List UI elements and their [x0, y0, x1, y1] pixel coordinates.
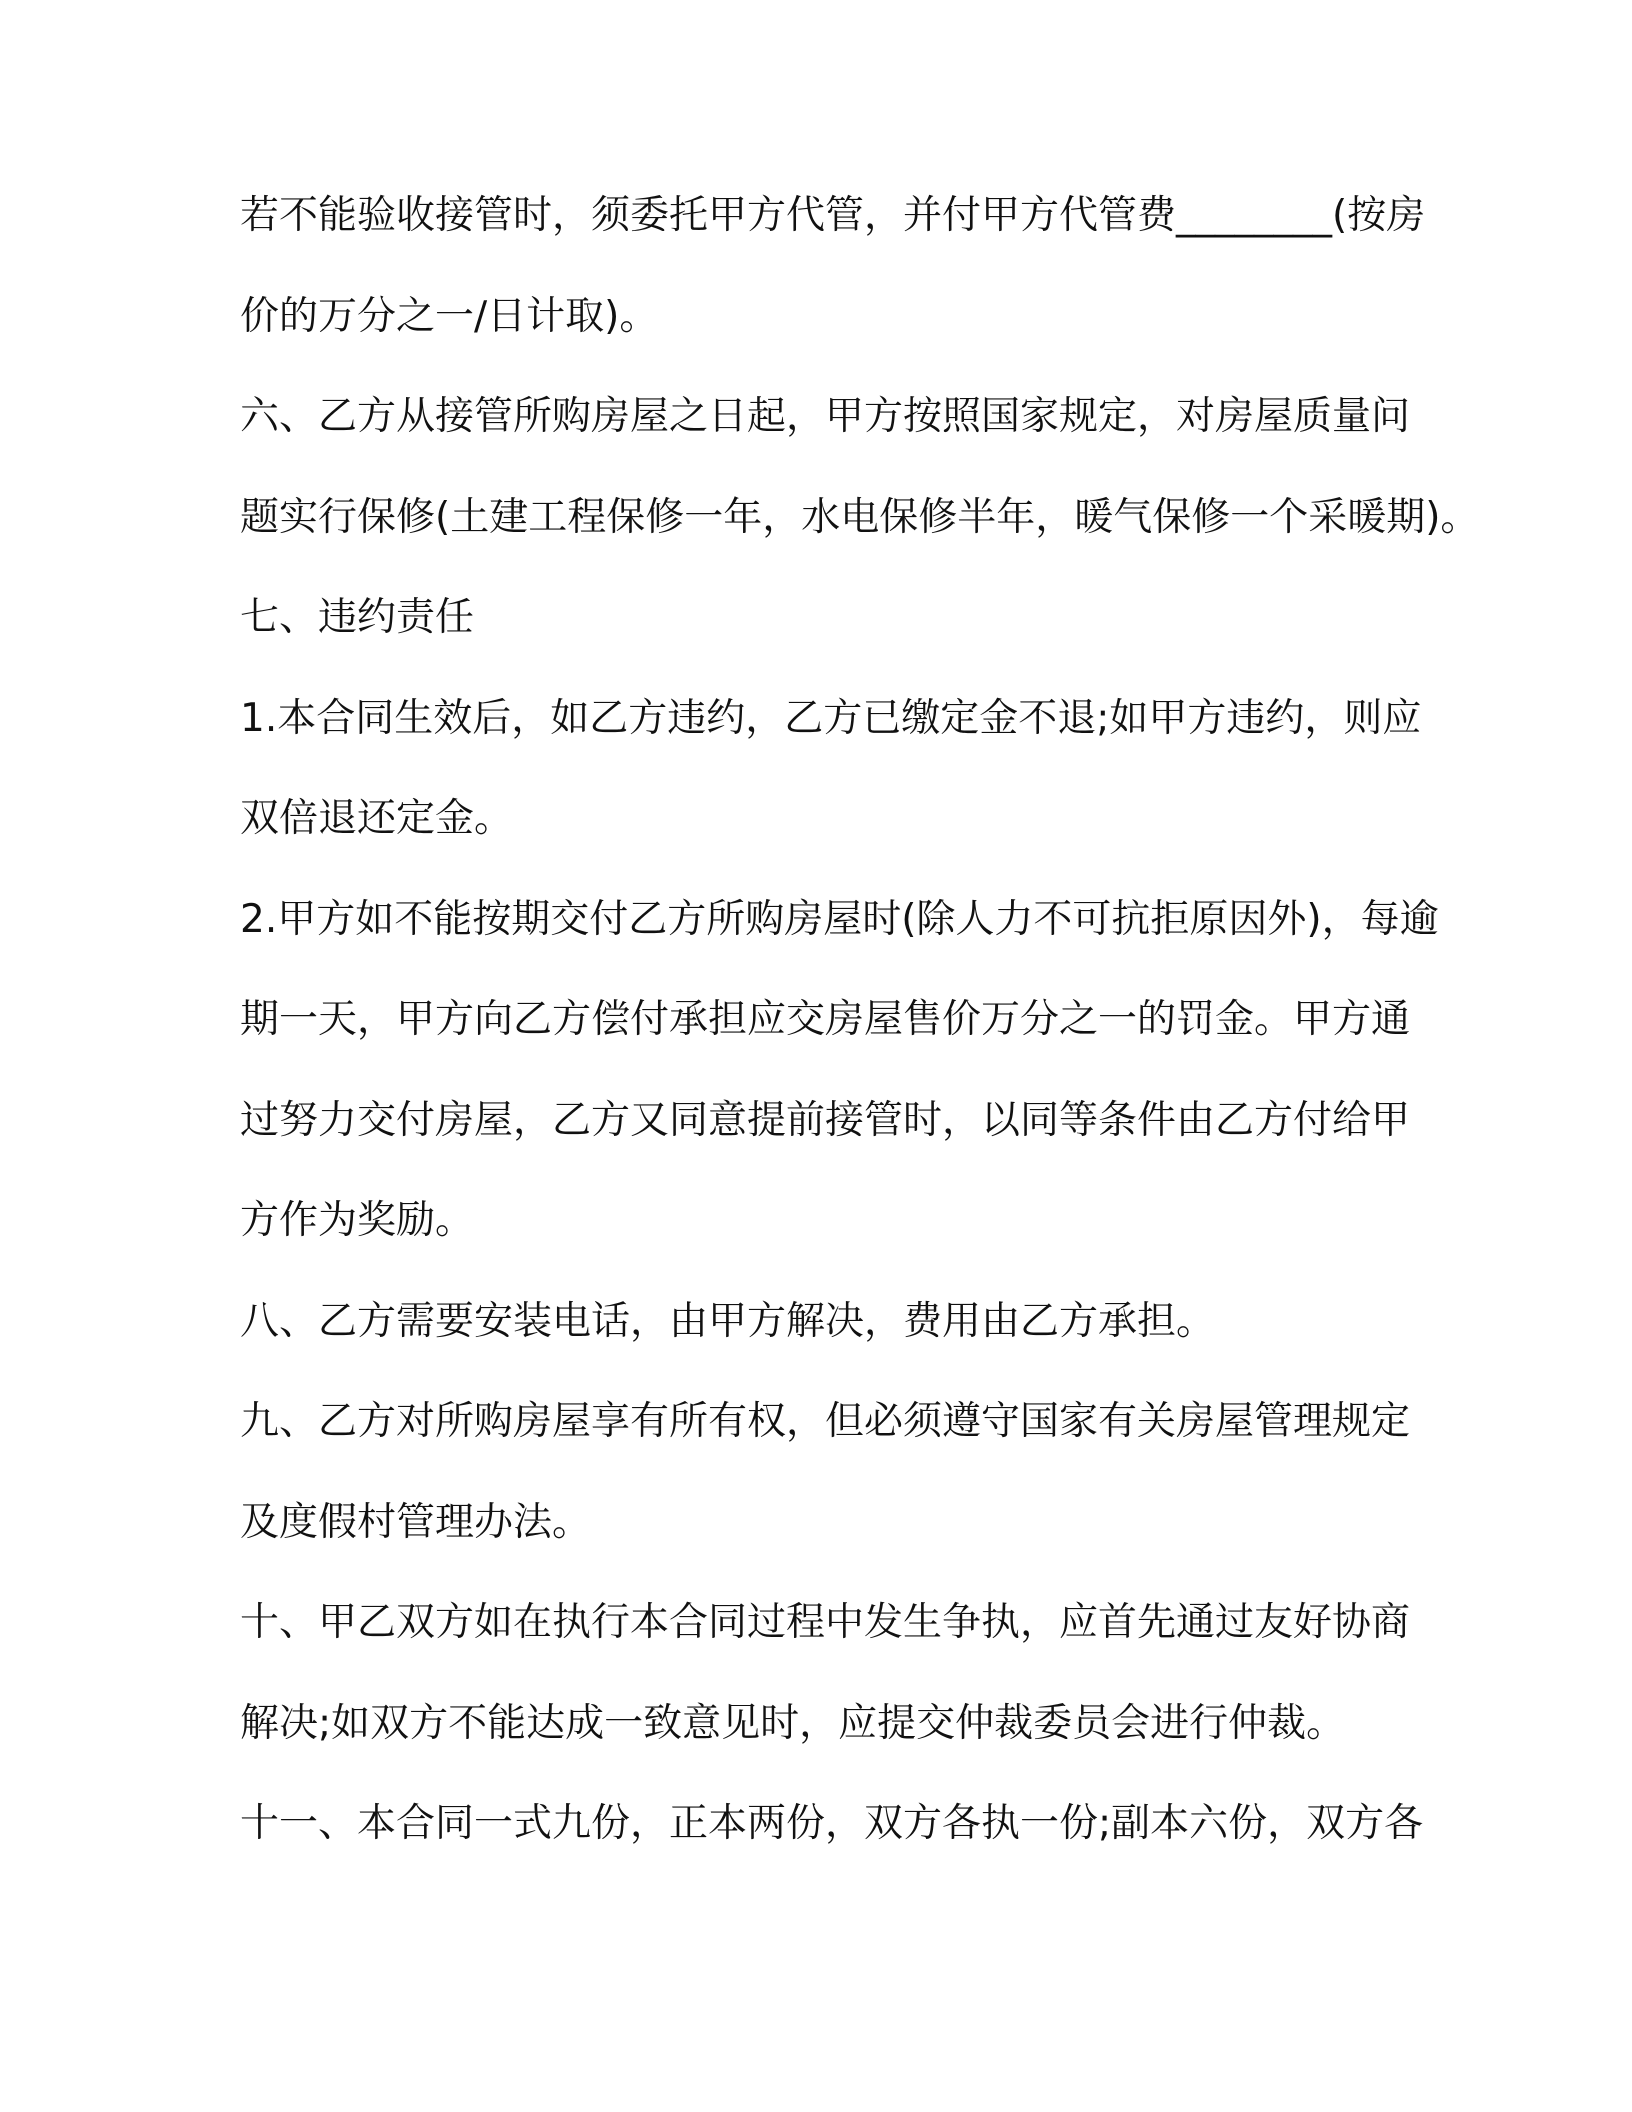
text-line: 九、乙方对所购房屋享有所有权，但必须遵守国家有关房屋管理规定	[240, 1399, 1411, 1444]
text-line: 解决;如双方不能达成一致意见时，应提交仲裁委员会进行仲裁。	[240, 1701, 1346, 1746]
text-line: 十、甲乙双方如在执行本合同过程中发生争执，应首先通过友好协商	[240, 1600, 1411, 1645]
text-line: 及度假村管理办法。	[240, 1500, 592, 1545]
text-line: 题实行保修(土建工程保修一年，水电保修半年，暖气保修一个采暖期)。	[240, 495, 1480, 540]
text-line: 十一、本合同一式九份，正本两份，双方各执一份;副本六份，双方各	[240, 1801, 1424, 1846]
text-line: 六、乙方从接管所购房屋之日起，甲方按照国家规定，对房屋质量问	[240, 394, 1411, 439]
text-line: 双倍退还定金。	[240, 796, 514, 841]
text-line: 价的万分之一/日计取)。	[240, 294, 659, 339]
text-line: 若不能验收接管时，须委托甲方代管，并付甲方代管费________(按房	[240, 193, 1426, 238]
section-heading: 七、违约责任	[240, 595, 475, 640]
text-line: 过努力交付房屋，乙方又同意提前接管时，以同等条件由乙方付给甲	[240, 1098, 1411, 1143]
text-line: 八、乙方需要安装电话，由甲方解决，费用由乙方承担。	[240, 1299, 1216, 1344]
text-line: 1.本合同生效后，如乙方违约，乙方已缴定金不退;如甲方违约，则应	[240, 696, 1422, 741]
text-line: 方作为奖励。	[240, 1198, 475, 1243]
text-line: 期一天，甲方向乙方偿付承担应交房屋售价万分之一的罚金。甲方通	[240, 997, 1411, 1042]
text-line: 2.甲方如不能按期交付乙方所购房屋时(除人力不可抗拒原因外)，每逾	[240, 897, 1439, 942]
